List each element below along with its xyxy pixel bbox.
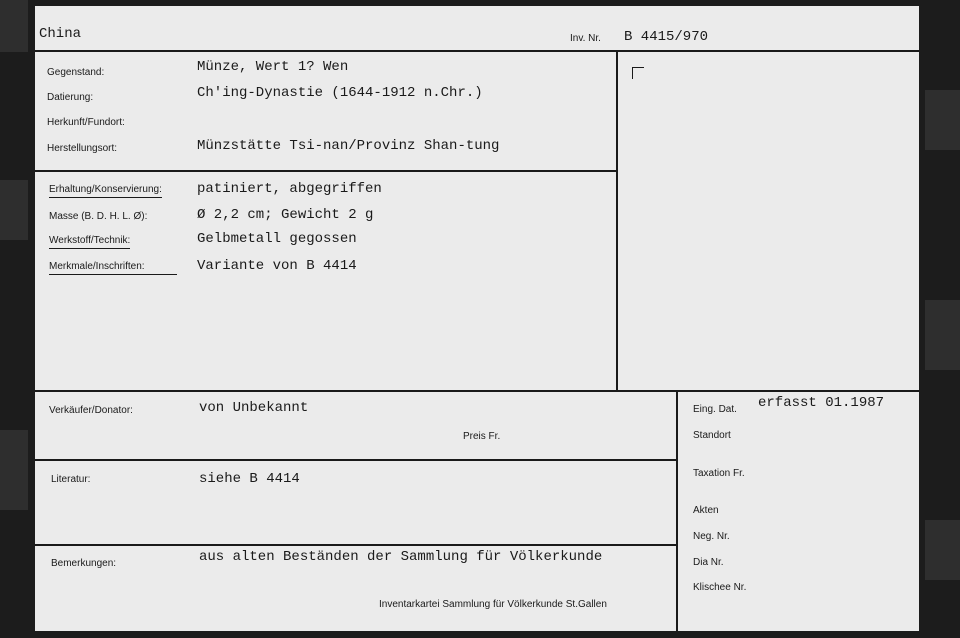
literatur-label: Literatur: bbox=[51, 474, 91, 485]
bemerkungen-label: Bemerkungen: bbox=[51, 558, 117, 569]
masse-value: Ø 2,2 cm; Gewicht 2 g bbox=[197, 207, 374, 223]
verkaeufer-label: Verkäufer/Donator: bbox=[49, 405, 133, 416]
werkstoff-label: Werkstoff/Technik: bbox=[49, 235, 130, 249]
background-tile bbox=[925, 520, 960, 580]
preis-label: Preis Fr. bbox=[463, 431, 501, 442]
werkstoff-value: Gelbmetall gegossen bbox=[197, 231, 357, 247]
herstellungsort-value: Münzstätte Tsi-nan/Provinz Shan-tung bbox=[197, 138, 500, 154]
verkaeufer-value: von Unbekannt bbox=[199, 400, 309, 416]
side-vertical-divider bbox=[676, 390, 678, 631]
section-divider-2 bbox=[35, 390, 919, 392]
main-vertical-divider bbox=[616, 50, 618, 391]
akten-label: Akten bbox=[693, 505, 719, 516]
gegenstand-label: Gegenstand: bbox=[47, 67, 105, 78]
inventory-card bbox=[35, 6, 919, 631]
masse-label: Masse (B. D. H. L. Ø): bbox=[49, 211, 148, 222]
bemerkungen-value: aus alten Beständen der Sammlung für Völkerkunde bbox=[199, 549, 603, 565]
eing-dat-label: Eing. Dat. bbox=[693, 404, 737, 415]
gegenstand-value: Münze, Wert 1? Wen bbox=[197, 59, 349, 75]
header-divider bbox=[35, 50, 919, 52]
background-tile bbox=[0, 430, 28, 510]
erhaltung-label: Erhaltung/Konservierung: bbox=[49, 184, 162, 198]
herkunft-label: Herkunft/Fundort: bbox=[47, 117, 125, 128]
standort-label: Standort bbox=[693, 430, 731, 441]
literatur-value: siehe B 4414 bbox=[199, 471, 300, 487]
datierung-label: Datierung: bbox=[47, 92, 94, 103]
card-footer: Inventarkartei Sammlung für Völkerkunde St.Gallen bbox=[379, 599, 607, 610]
dia-nr-label: Dia Nr. bbox=[693, 557, 724, 568]
inv-nr-label: Inv. Nr. bbox=[570, 33, 601, 44]
section-divider-1 bbox=[35, 170, 617, 172]
background-tile bbox=[925, 90, 960, 150]
taxation-label: Taxation Fr. bbox=[693, 468, 745, 479]
neg-nr-label: Neg. Nr. bbox=[693, 531, 730, 542]
background-tile bbox=[0, 180, 28, 240]
section-divider-4 bbox=[35, 544, 677, 546]
background-tile bbox=[925, 300, 960, 370]
background-tile bbox=[0, 0, 28, 52]
erhaltung-value: patiniert, abgegriffen bbox=[197, 181, 382, 197]
eing-dat-value: erfasst 01.1987 bbox=[758, 395, 885, 411]
herstellungsort-label: Herstellungsort: bbox=[47, 143, 118, 154]
inv-nr-value: B 4415/970 bbox=[624, 29, 709, 45]
merkmale-label: Merkmale/Inschriften: bbox=[49, 261, 177, 275]
datierung-value: Ch'ing-Dynastie (1644-1912 n.Chr.) bbox=[197, 85, 483, 101]
merkmale-value: Variante von B 4414 bbox=[197, 258, 357, 274]
corner-mark bbox=[632, 67, 644, 79]
klischee-nr-label: Klischee Nr. bbox=[693, 582, 747, 593]
country-name: China bbox=[39, 26, 82, 42]
section-divider-3 bbox=[35, 459, 677, 461]
